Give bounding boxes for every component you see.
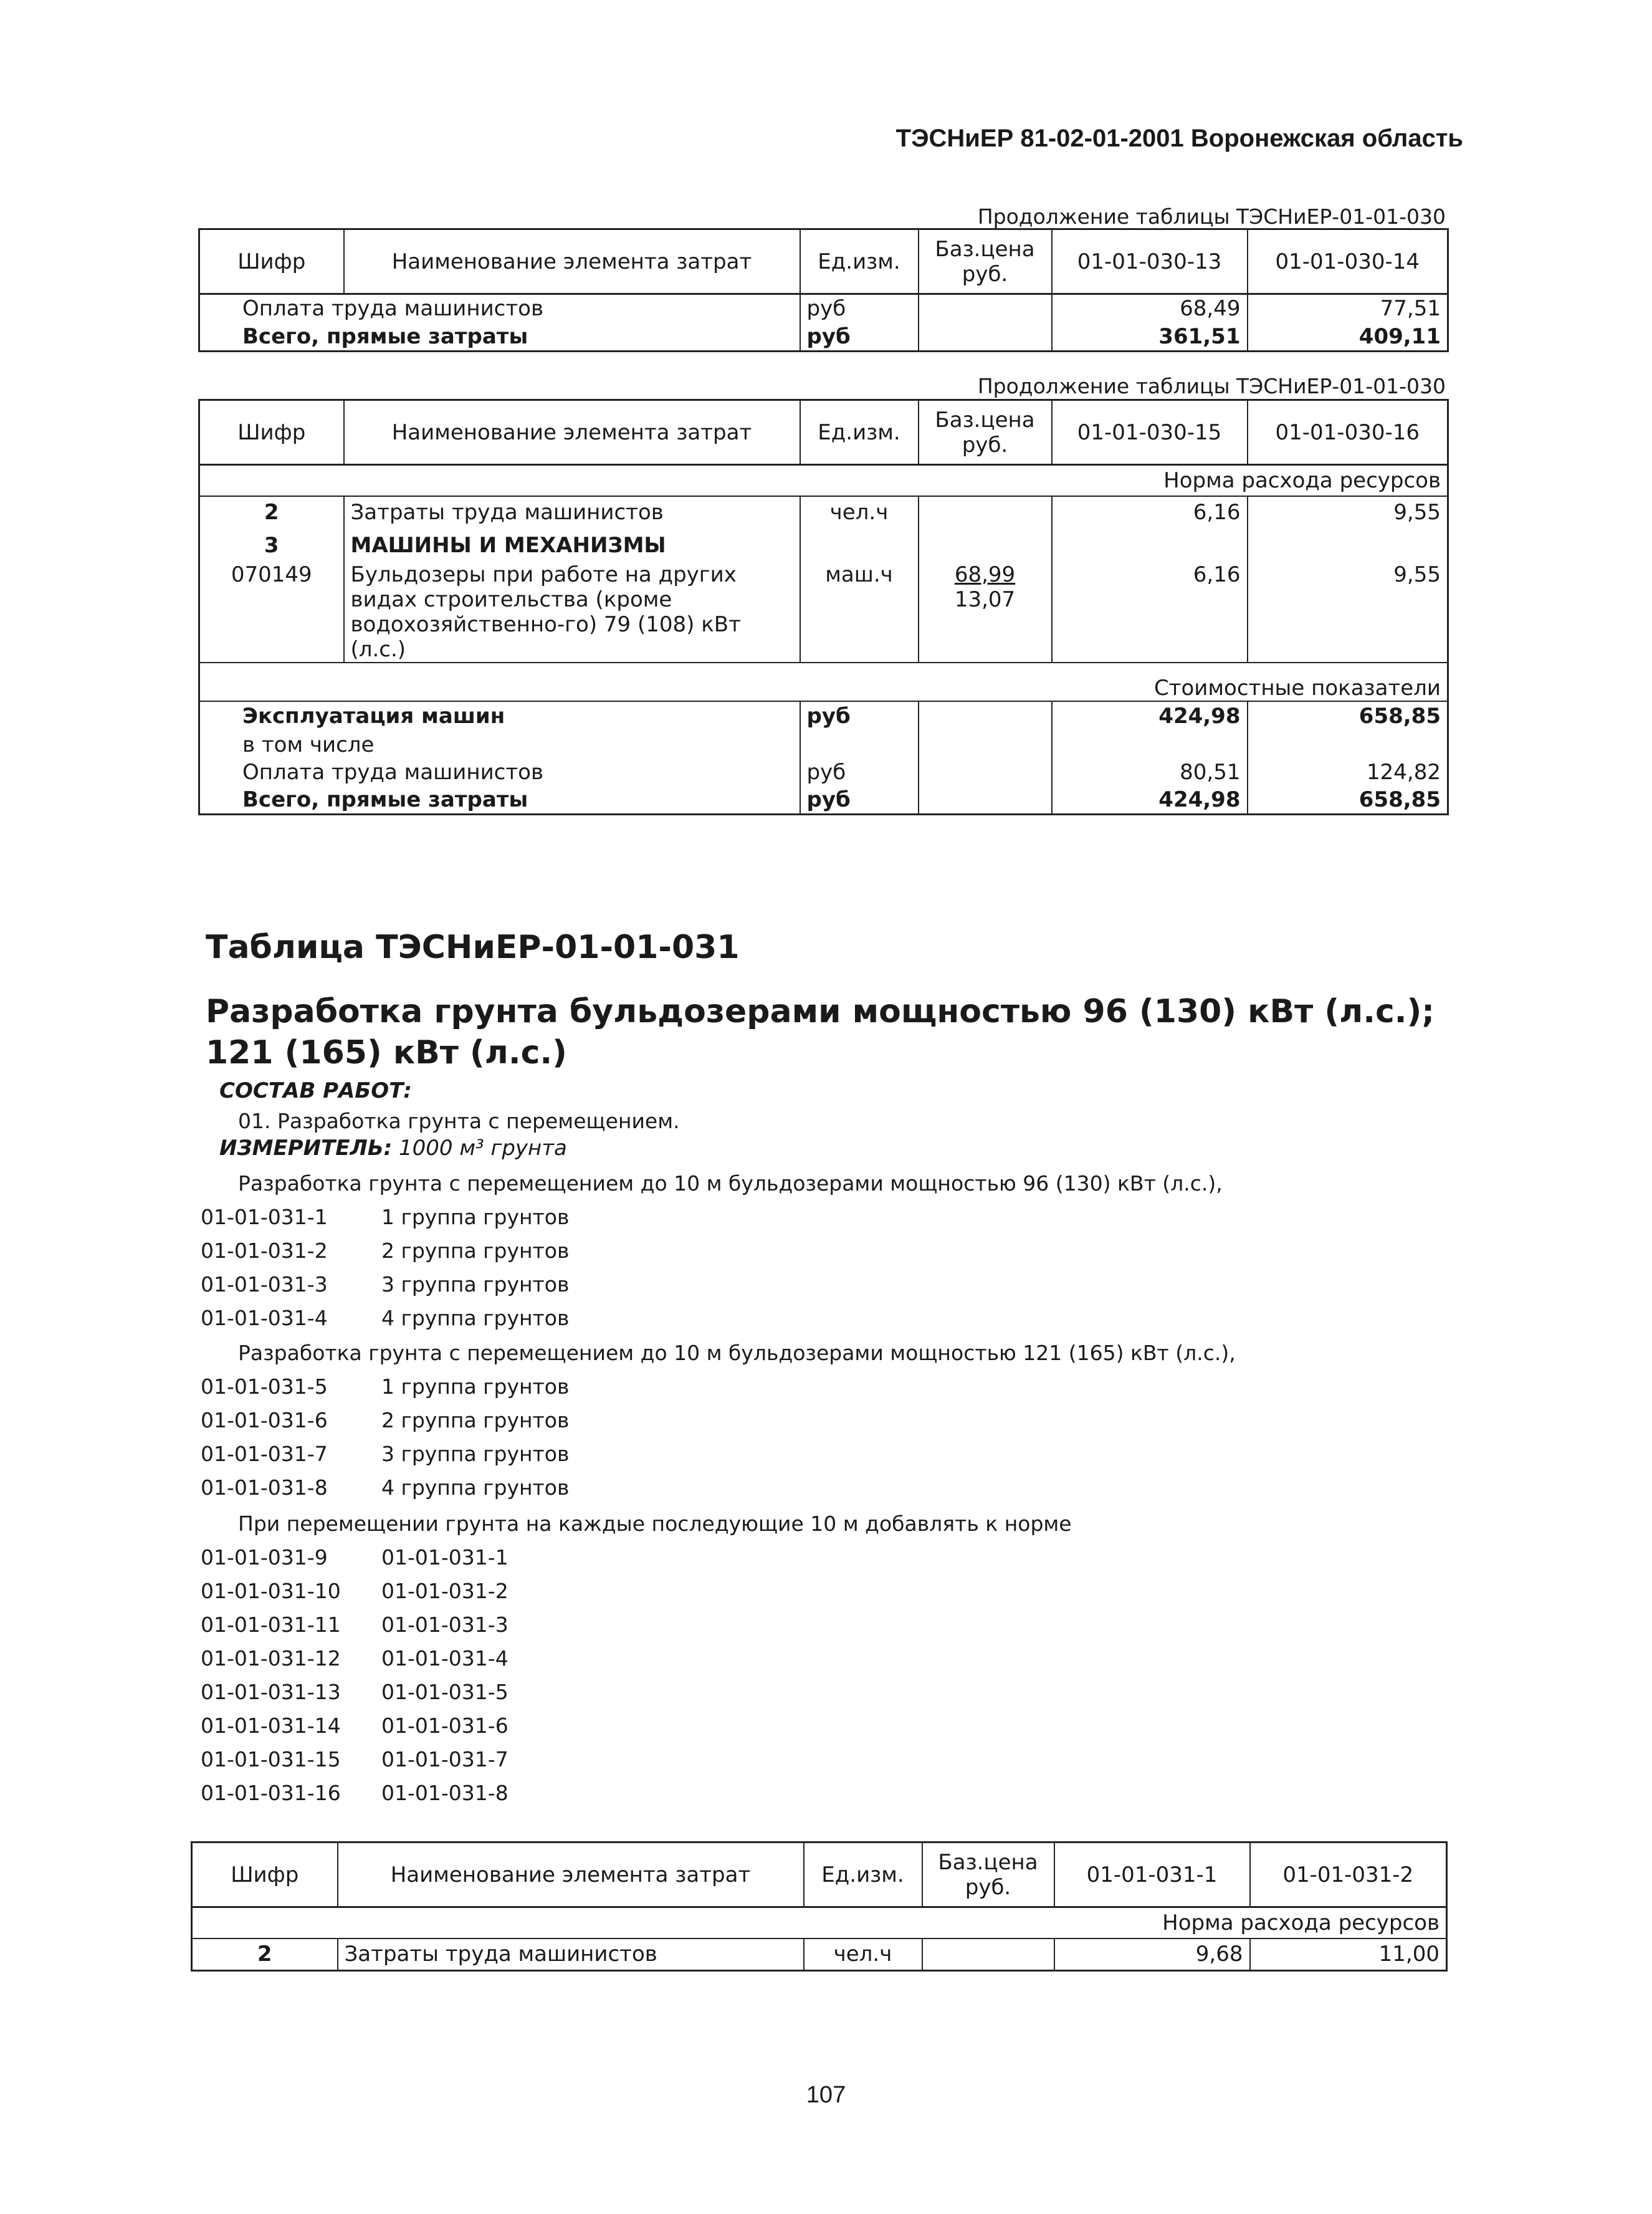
- list-item: 01-01-031-4 4 группа грунтов: [201, 1306, 570, 1330]
- group2-intro: Разработка грунта с перемещением до 10 м бульдозерами мощностью 121 (165) кВт (л.с.),: [238, 1341, 1236, 1365]
- col-header-a: 01-01-030-13: [1052, 229, 1248, 294]
- list-item: 01-01-031-1 1 группа грунтов: [201, 1205, 570, 1229]
- cost-label: Стоимостные показатели: [1052, 663, 1448, 701]
- col-header-name: Наименование элемента затрат: [344, 229, 800, 294]
- list-item: 01-01-031-7 3 группа грунтов: [201, 1442, 570, 1466]
- list-item: 01-01-031-15 01-01-031-7: [201, 1747, 508, 1771]
- col-header-code: Шифр: [192, 1843, 338, 1907]
- list-item: 01-01-031-2 2 группа грунтов: [201, 1239, 570, 1263]
- table-row: Эксплуатация машин руб 424,98 658,85: [199, 701, 1448, 731]
- list-item: 01-01-031-8 4 группа грунтов: [201, 1475, 570, 1500]
- col-header-b: 01-01-030-14: [1248, 229, 1448, 294]
- norm-label: Норма расхода ресурсов: [1052, 465, 1448, 496]
- table-row: 070149 Бульдозеры при работе на других видах строительства (кроме водохозяйственно-го) 79 (108) кВт (л.с.) маш.ч 68,99 13,07 6,16 9,55: [199, 562, 1448, 663]
- meter-line: ИЗМЕРИТЕЛЬ: 1000 м³ грунта: [219, 1136, 567, 1161]
- list-item: 01-01-031-14 01-01-031-6: [201, 1713, 508, 1738]
- col-header-code: Шифр: [199, 400, 344, 465]
- col-header-b: 01-01-030-16: [1248, 400, 1448, 465]
- table-row: Оплата труда машинистов руб 80,51 124,82: [199, 759, 1448, 786]
- group3-intro: При перемещении грунта на каждые последующие 10 м добавлять к норме: [238, 1512, 1072, 1536]
- list-item: 01-01-031-10 01-01-031-2: [201, 1579, 508, 1603]
- table-row: Оплата труда машинистов руб 68,49 77,51: [199, 294, 1448, 323]
- norm-label: Норма расхода ресурсов: [1054, 1907, 1447, 1938]
- section-subtitle: Разработка грунта бульдозерами мощностью 96 (130) кВт (л.с.); 121 (165) кВт (л.с.): [206, 993, 1435, 1071]
- list-item: 01-01-031-12 01-01-031-4: [201, 1646, 508, 1670]
- col-header-name: Наименование элемента затрат: [338, 1843, 804, 1907]
- col-header-unit: Ед.изм.: [804, 1843, 922, 1907]
- col-header-base-price: Баз.цена руб.: [919, 229, 1052, 294]
- col-header-base-price: Баз.цена руб.: [922, 1843, 1054, 1907]
- list-item: 01-01-031-3 3 группа грунтов: [201, 1272, 570, 1296]
- col-header-unit: Ед.изм.: [800, 400, 919, 465]
- page-number: 107: [806, 2082, 846, 2108]
- list-item: 01-01-031-5 1 группа грунтов: [201, 1374, 570, 1399]
- col-header-name: Наименование элемента затрат: [344, 400, 800, 465]
- col-header-a: 01-01-030-15: [1052, 400, 1248, 465]
- col-header-unit: Ед.изм.: [800, 229, 919, 294]
- table-continuation-caption: Продолжение таблицы ТЭСНиЕР-01-01-030: [977, 204, 1446, 229]
- table-row: 2 Затраты труда машинистов чел.ч 9,68 11,00: [192, 1938, 1447, 1971]
- work-composition-label: СОСТАВ РАБОТ:: [219, 1078, 412, 1103]
- col-header-a: 01-01-031-1: [1054, 1843, 1250, 1907]
- table-row: в том числе: [199, 731, 1448, 759]
- group3-list: [0, 1541, 1652, 1810]
- col-header-code: Шифр: [199, 229, 344, 294]
- group2-list: [0, 1370, 1652, 1505]
- work-item: 01. Разработка грунта с перемещением.: [238, 1109, 680, 1133]
- list-item: 01-01-031-13 01-01-031-5: [201, 1680, 508, 1704]
- table-row: 2 Затраты труда машинистов чел.ч 6,16 9,55: [199, 496, 1448, 529]
- section-title: Таблица ТЭСНиЕР-01-01-031: [206, 929, 740, 966]
- page-header: ТЭСНиЕР 81-02-01-2001 Воронежская область: [895, 125, 1463, 152]
- list-item: 01-01-031-6 2 группа грунтов: [201, 1408, 570, 1432]
- resource-table-1: [198, 228, 1449, 352]
- col-header-b: 01-01-031-2: [1250, 1843, 1447, 1907]
- list-item: 01-01-031-16 01-01-031-8: [201, 1781, 508, 1805]
- list-item: 01-01-031-9 01-01-031-1: [201, 1545, 508, 1569]
- table-row: Всего, прямые затраты руб 424,98 658,85: [199, 786, 1448, 815]
- group1-intro: Разработка грунта с перемещением до 10 м бульдозерами мощностью 96 (130) кВт (л.с.),: [238, 1171, 1223, 1196]
- col-header-base-price: Баз.цена руб.: [919, 400, 1052, 465]
- resource-table-2: [198, 399, 1449, 815]
- table-row: 3 МАШИНЫ И МЕХАНИЗМЫ: [199, 529, 1448, 562]
- table-continuation-caption: Продолжение таблицы ТЭСНиЕР-01-01-030: [977, 374, 1446, 398]
- list-item: 01-01-031-11 01-01-031-3: [201, 1613, 508, 1637]
- group1-list: [0, 1200, 1652, 1335]
- resource-table-3: [191, 1841, 1448, 1972]
- table-row: Всего, прямые затраты руб 361,51 409,11: [199, 323, 1448, 352]
